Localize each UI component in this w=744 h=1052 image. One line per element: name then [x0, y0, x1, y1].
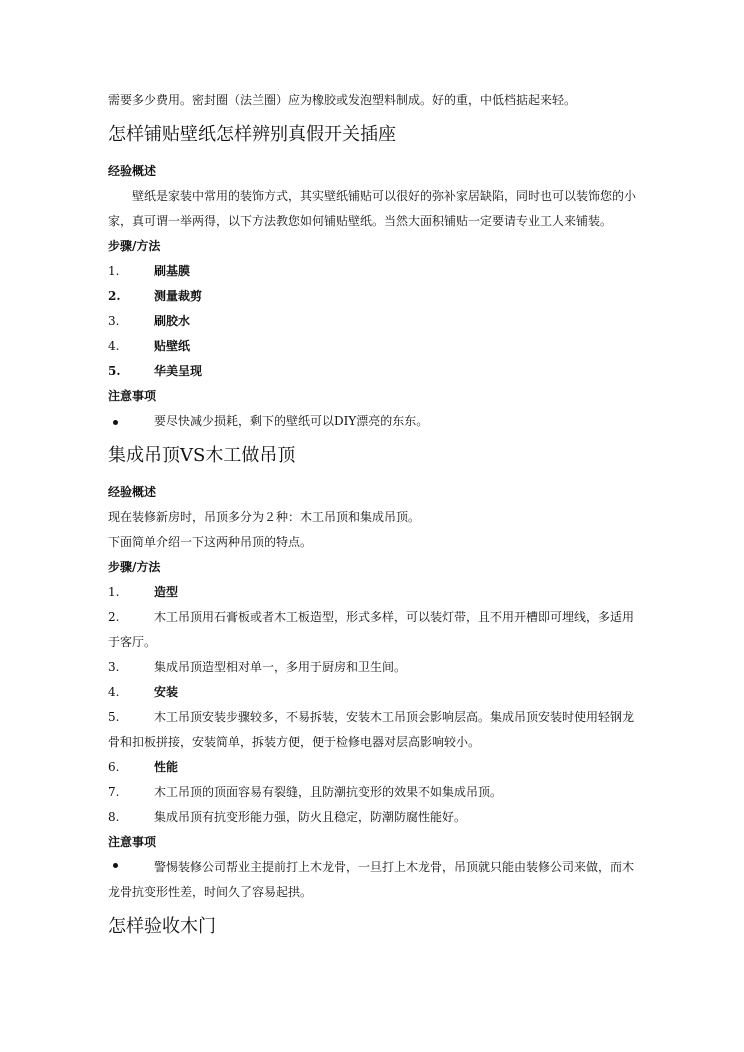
- section-title-wallpaper: 怎样铺贴壁纸怎样辨别真假开关插座: [108, 124, 396, 145]
- overview-line: 下面简单介绍一下这两种吊顶的特点。: [108, 535, 313, 549]
- step-number: 5.: [108, 364, 121, 378]
- step-item: [108, 605, 638, 655]
- step-number: 8.: [108, 810, 120, 824]
- step-item: [108, 334, 638, 359]
- step-item: [108, 580, 638, 605]
- step-item: [108, 705, 638, 755]
- notes-label: 注意事项: [108, 835, 157, 849]
- step-item: [108, 259, 638, 284]
- step-item: [108, 755, 638, 780]
- step-number: 4.: [108, 339, 120, 353]
- step-text: 贴壁纸: [154, 339, 191, 353]
- steps-label: 步骤/方法: [108, 239, 161, 253]
- step-item: [108, 805, 638, 830]
- overview-label: 经验概述: [108, 164, 157, 178]
- step-text: 安装: [154, 685, 179, 699]
- step-item: [108, 780, 638, 805]
- step-text: 刷基膜: [154, 264, 191, 278]
- step-text: 木工吊顶的顶面容易有裂缝，且防潮抗变形的效果不如集成吊顶。: [154, 785, 503, 799]
- step-number: 3.: [108, 660, 120, 674]
- section-title-ceiling: 集成吊顶VS木工做吊顶: [108, 445, 296, 466]
- step-number: 5.: [108, 710, 120, 724]
- bullet-icon: [108, 859, 154, 871]
- overview-label: 经验概述: [108, 485, 157, 499]
- step-item: [108, 655, 638, 680]
- step-number: 1.: [108, 264, 120, 278]
- note-text: 警惕装修公司帮业主提前打上木龙骨，一旦打上木龙骨，吊顶就只能由装修公司来做，而木龙骨抗变形性差，时间久了容易起拱。: [108, 860, 635, 899]
- step-text: 华美呈现: [154, 364, 203, 378]
- step-number: 1.: [108, 585, 120, 599]
- note-item: [108, 855, 638, 905]
- step-text: 性能: [154, 760, 179, 774]
- step-item: [108, 680, 638, 705]
- step-number: 6.: [108, 760, 120, 774]
- step-text: 木工吊顶用石膏板或者木工板造型，形式多样，可以装灯带，且不用开槽即可埋线，多适用于客厅。: [108, 610, 635, 649]
- step-item: [108, 309, 638, 334]
- step-number: 7.: [108, 785, 120, 799]
- step-item: [108, 284, 638, 309]
- steps-label: 步骤/方法: [108, 560, 161, 574]
- step-text: 集成吊顶造型相对单一，多用于厨房和卫生间。: [154, 660, 407, 674]
- step-number: 2.: [108, 610, 120, 624]
- step-item: [108, 359, 638, 384]
- notes-label: 注意事项: [108, 389, 157, 403]
- note-text: 要尽快减少损耗，剩下的壁纸可以DIY漂亮的东东。: [154, 414, 429, 428]
- step-number: 3.: [108, 314, 120, 328]
- step-text: 测量裁剪: [154, 289, 203, 303]
- step-text: 集成吊顶有抗变形能力强，防火且稳定，防潮防腐性能好。: [154, 810, 467, 824]
- bullet-icon: [108, 409, 154, 434]
- step-number: 4.: [108, 685, 120, 699]
- section-title-door: 怎样验收木门: [108, 916, 216, 937]
- step-text: 木工吊顶安装步骤较多，不易拆装，安装木工吊顶会影响层高。集成吊顶安装时使用轻钢龙骨和扣板拼接，安装简单，拆装方便，便于检修电器对层高影响较小。: [108, 710, 635, 749]
- step-number: 2.: [108, 289, 121, 303]
- step-text: 刷胶水: [154, 314, 191, 328]
- step-text: 造型: [154, 585, 179, 599]
- note-item: [108, 409, 638, 434]
- overview-line: 现在装修新房时，吊顶多分为２种：木工吊顶和集成吊顶。: [108, 510, 421, 524]
- overview-text: 壁纸是家装中常用的装饰方式，其实壁纸铺贴可以很好的弥补家居缺陷，同时也可以装饰您的小家，真可谓一举两得，以下方法教您如何铺贴壁纸。当然大面积铺贴一定要请专业工人来铺装。: [108, 189, 637, 228]
- intro-line: 需要多少费用。密封圈（法兰圈）应为橡胶或发泡塑料制成。好的重，中低档掂起来轻。: [108, 93, 577, 107]
- document-page: [108, 88, 638, 951]
